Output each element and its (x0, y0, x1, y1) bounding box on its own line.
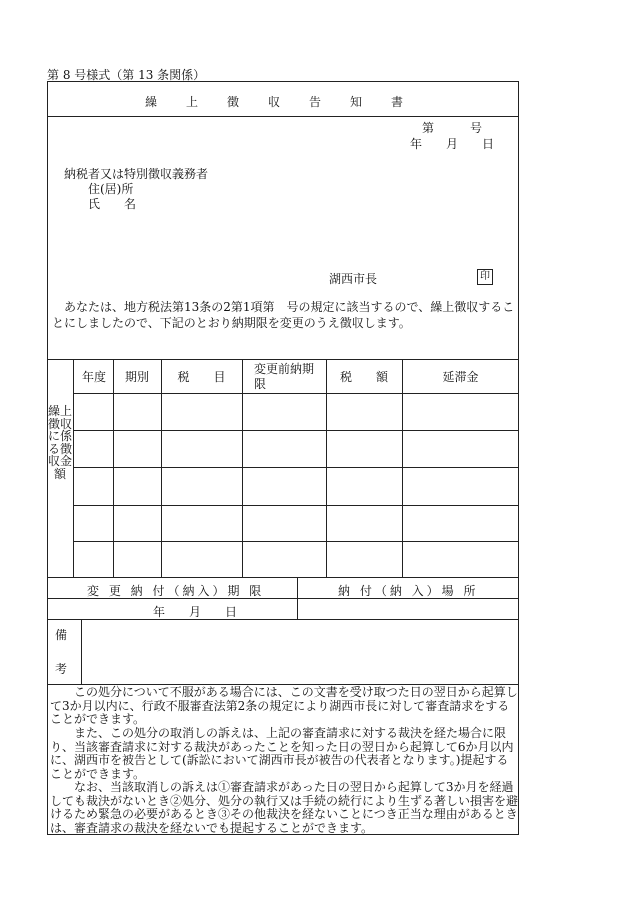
table-col-divider (113, 359, 114, 577)
seal-mark: 印 (477, 269, 493, 285)
header-tax-item: 税 目 (177, 370, 226, 384)
header-tax-amount: 税 額 (339, 370, 388, 384)
table-row-line (73, 541, 519, 542)
table-bottom-border (47, 577, 519, 578)
document-date: 年 月 日 (410, 137, 495, 151)
header-fiscal-year: 年度 (81, 370, 106, 384)
appeal-notice-3: なお、当該取消しの訴えは①審査請求があった日の翌日から起算して3か月を経過しても裁決がないとき②処分、処分の執行又は手続の続行により生ずる著しい損害を避けるため緊急の必要があるとき③その他裁決を経ないことにつき正当な理由があるときは、審査請求の裁決を経ないでも提起することができます。 (50, 780, 519, 835)
remarks-label-top: 備 (55, 628, 68, 642)
table-row-line (73, 393, 519, 394)
name-label: 氏 名 (88, 197, 137, 211)
address-label: 住(居)所 (88, 182, 134, 196)
amount-side-label: 繰上徴収に係る徴収金額 (47, 404, 72, 481)
table-top-border (47, 359, 519, 360)
appeal-notice-2: また、この処分の取消しの訴えは、上記の審査請求に対する裁決を経た場合に限り、当該審査請求に対する裁決があったことを知った日の翌日から起算して6か月以内に、湖西市を被告として(訴訟において湖西市長が被告の代表者となります。)提起することができます。 (50, 726, 514, 781)
changed-deadline-value: 年 月 日 (153, 605, 238, 619)
table-side-divider (73, 359, 74, 577)
table-col-divider (402, 359, 403, 577)
table-row-line (73, 505, 519, 506)
payment-bottom-line (47, 619, 519, 620)
header-original-deadline: 変更前納期限 (254, 362, 315, 391)
remarks-label-bottom: 考 (55, 662, 68, 676)
form-number-label: 第 8 号様式（第 13 条関係） (47, 68, 206, 82)
issuer-name: 湖西市長 (329, 272, 378, 286)
table-row-line (73, 467, 519, 468)
payment-header-line (47, 598, 519, 599)
addressee-heading: 納税者又は特別徴収義務者 (64, 167, 209, 181)
document-title: 繰上徴収告知書 (145, 95, 433, 109)
table-col-divider (161, 359, 162, 577)
table-col-divider (326, 359, 327, 577)
table-col-divider (242, 359, 243, 577)
changed-deadline-header: 変 更 納 付（納入）期 限 (87, 584, 265, 598)
appeal-notice-1: この処分について不服がある場合には、この文書を受け取つた日の翌日から起算して3か月以内に、行政不服審査法第2条の規定により湖西市長に対して審査請求をすることができます。 (50, 685, 518, 726)
header-term: 期別 (124, 370, 149, 384)
notice-body-text: あなたは、地方税法第13条の2第1項第 号の規定に該当するので、繰上徴収することにしましたので、下記のとおり納期限を変更のうえ徴収します。 (52, 300, 515, 330)
remarks-divider (81, 619, 82, 684)
title-divider (47, 116, 519, 117)
payment-place-header: 納 付（納 入）場 所 (338, 584, 479, 598)
header-late-fee: 延滞金 (442, 370, 479, 384)
document-number: 第 号 (422, 121, 483, 135)
table-row-line (73, 430, 519, 431)
